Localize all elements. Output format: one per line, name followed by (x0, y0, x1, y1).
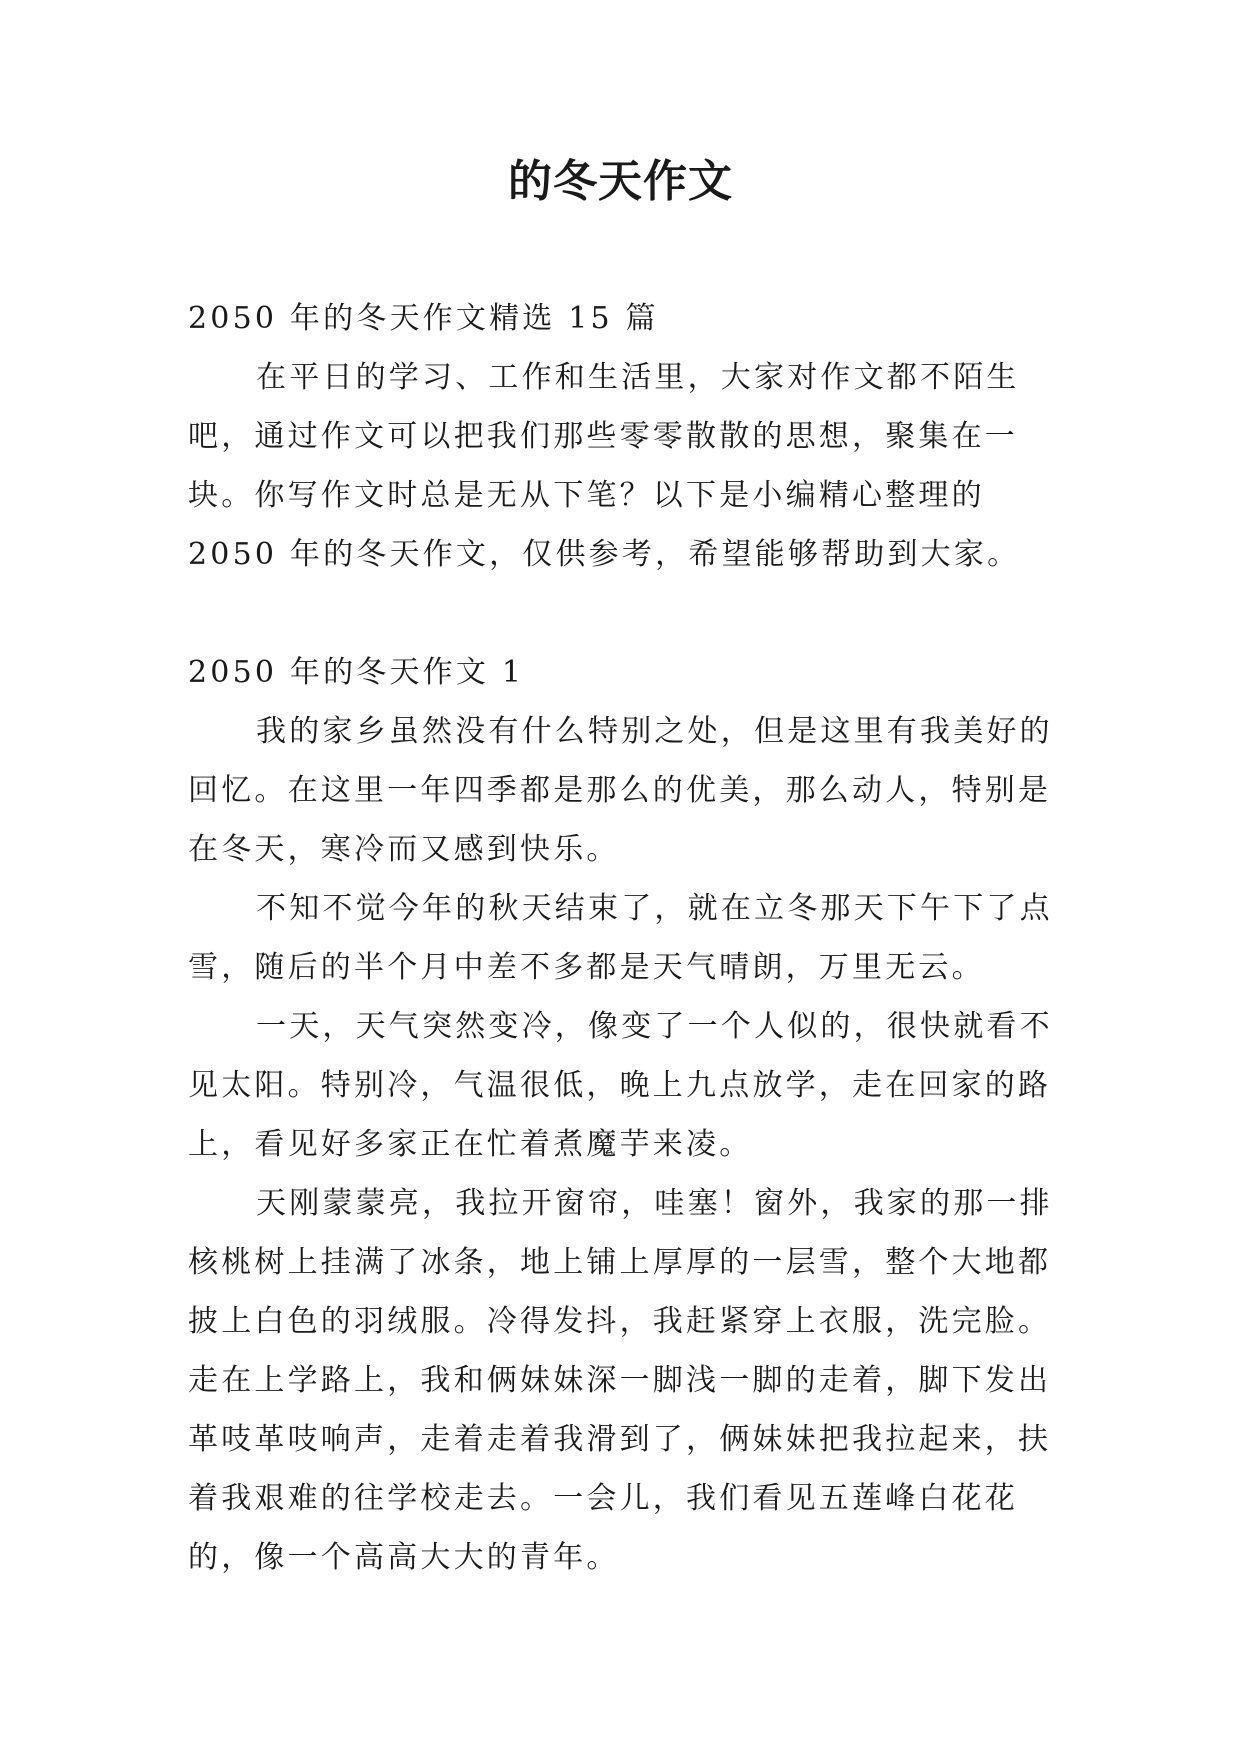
document-body (188, 289, 1060, 1587)
essay-1-paragraph-4: 天刚蒙蒙亮，我拉开窗帘，哇塞！窗外，我家的那一排核桃树上挂满了冰条，地上铺上厚厚的一层雪，整个大地都披上白色的羽绒服。冷得发抖，我赶紧穿上衣服，洗完脸。走在上学路上，我和俩妹妹深一脚浅一脚的走着，脚下发出革吱革吱响声，走着走着我滑到了，俩妹妹把我拉起来，扶着我艰难的往学校走去。一会儿，我们看见五莲峰白花花的，像一个高高大大的青年。 (188, 1186, 1053, 1575)
intro-paragraph: 在平日的学习、工作和生活里，大家对作文都不陌生吧，通过作文可以把我们那些零零散散的思想，聚集在一块。你写作文时总是无从下笔？以下是小编精心整理的 2050 年的冬天作文，仅供参考，希望能够帮助到大家。 (188, 360, 1021, 572)
essay-1-heading: 2050 年的冬天作文 1 (188, 655, 525, 690)
intro-heading: 2050 年的冬天作文精选 15 篇 (188, 301, 659, 336)
section-spacer (188, 584, 1060, 643)
essay-1-paragraph-2: 不知不觉今年的秋天结束了，就在立冬那天下午下了点雪，随后的半个月中差不多都是天气晴朗，万里无云。 (188, 891, 1053, 985)
essay-1-paragraph-3: 一天，天气突然变冷，像变了一个人似的，很快就看不见太阳。特别冷，气温很低，晚上九点放学，走在回家的路上，看见好多家正在忙着煮魔芋来凌。 (188, 1009, 1053, 1162)
essay-1-paragraph-1: 我的家乡虽然没有什么特别之处，但是这里有我美好的回忆。在这里一年四季都是那么的优美，那么动人，特别是在冬天，寒冷而又感到快乐。 (188, 714, 1053, 867)
page-title: 的冬天作文 (508, 156, 733, 207)
